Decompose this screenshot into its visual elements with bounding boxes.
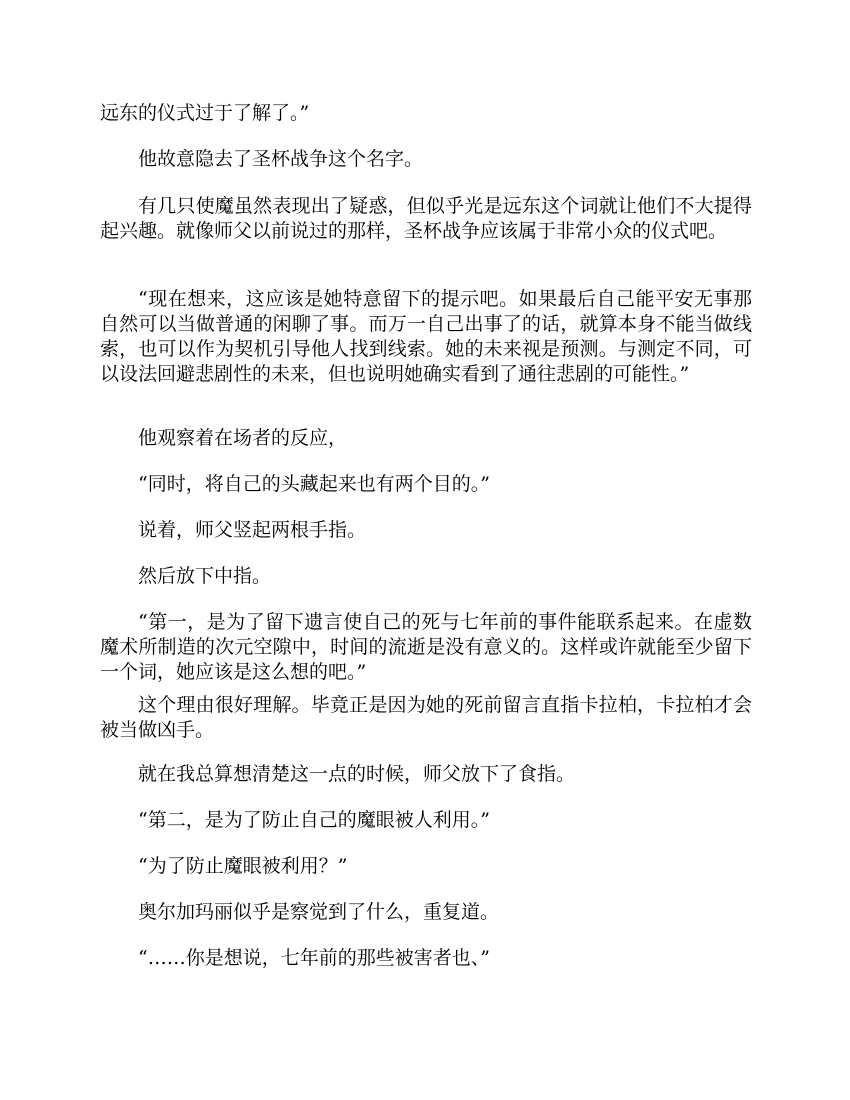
paragraph: “第二，是为了防止自己的魔眼被人利用。” <box>138 809 490 831</box>
paragraph: 就在我总算想清楚这一点的时候，师父放下了食指。 <box>138 763 576 785</box>
paragraph: 然后放下中指。 <box>138 565 272 587</box>
paragraph: 他故意隐去了圣杯战争这个名字。 <box>138 148 424 170</box>
paragraph: “……你是想说，七年前的那些被害者也、” <box>138 947 490 969</box>
paragraph: “现在想来，这应该是她特意留下的提示吧。如果最后自己能平安无事那自然可以当做普通的闲聊了事。而万一自己出事了的话，就算本身不能当做线索，也可以作为契机引导他人找到线索。她的未来视是预测。与测定不同，可以设法回避悲剧性的未来，但也说明她确实看到了通往悲剧的可能性。” <box>100 288 752 385</box>
paragraph: 有几只使魔虽然表现出了疑惑，但似乎光是远东这个词就让他们不大提得起兴趣。就像师父以前说过的那样，圣杯战争应该属于非常小众的仪式吧。 <box>100 195 752 242</box>
paragraph: “第一，是为了留下遗言使自己的死与七年前的事件能联系起来。在虚数魔术所制造的次元空隙中，时间的流逝是没有意义的。这样或许就能至少留下一个词，她应该是这么想的吧。” <box>100 611 752 683</box>
paragraph: 奥尔加玛丽似乎是察觉到了什么，重复道。 <box>138 901 500 923</box>
paragraph: “为了防止魔眼被利用？” <box>138 855 348 877</box>
paragraph: 他观察着在场者的反应， <box>138 427 348 449</box>
paragraph-continuation: 远东的仪式过于了解了。” <box>100 102 310 124</box>
paragraph: 这个理由很好理解。毕竟正是因为她的死前留言直指卡拉柏，卡拉柏才会被当做凶手。 <box>100 694 752 741</box>
paragraph: “同时，将自己的头藏起来也有两个目的。” <box>138 473 490 495</box>
paragraph: 说着，师父竖起两根手指。 <box>138 519 367 541</box>
